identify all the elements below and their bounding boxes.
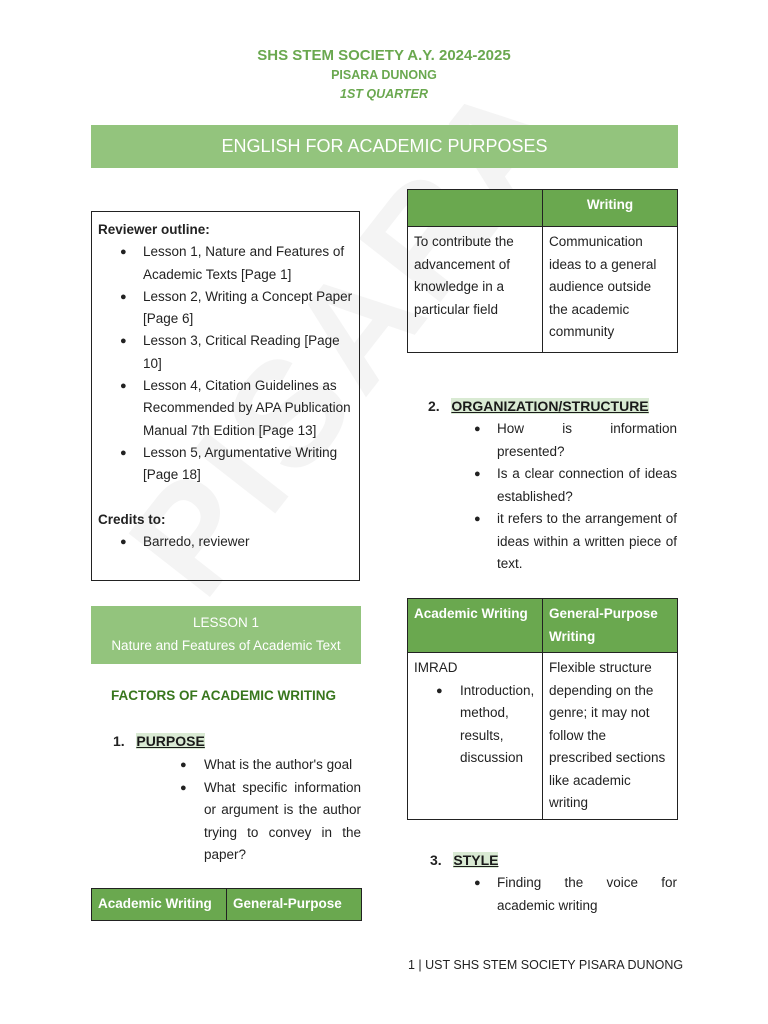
factors-heading: FACTORS OF ACADEMIC WRITING [111, 688, 336, 703]
bullet-item: ● How is information presented? [474, 418, 677, 463]
table-cell: Communication ideas to a general audience outside the academic community [543, 227, 678, 353]
section-number: 3. [430, 852, 442, 868]
credits-title: Credits to: [98, 511, 166, 527]
lesson-title: LESSON 1 [192, 615, 260, 630]
table-header-cell: Academic Writing [92, 889, 227, 921]
table-cell [408, 653, 543, 820]
bullet-item: ● Finding the voice for academic writing [474, 872, 677, 917]
bullet-item: ● What is the author's goal [158, 754, 361, 777]
table-cell: Flexible structure depending on the genre; it may not follow the prescribed sections like academic writing [543, 653, 678, 820]
table-header-cell: General-Purpose [227, 889, 362, 921]
imrad-label: IMRAD [414, 660, 458, 675]
section-title: PURPOSE [136, 733, 205, 749]
section-heading-organization [428, 398, 649, 414]
outline-item: ● Lesson 4, Citation Guidelines as Recommended by APA Publication Manual 7th Edition [Page 13] [98, 375, 353, 442]
reviewer-outline [91, 211, 360, 581]
lesson-subtitle: Nature and Features of Academic Text [111, 638, 341, 653]
outline-item: ● Lesson 1, Nature and Features of Academic Texts [Page 1] [98, 241, 353, 286]
quarter-label: 1ST QUARTER [340, 87, 428, 101]
section-heading-style [430, 852, 498, 868]
table-header-cell: General-Purpose Writing [543, 599, 678, 653]
society-title: SHS STEM SOCIETY A.Y. 2024-2025 [257, 47, 511, 64]
organization-bullets [474, 418, 677, 576]
section-number: 1. [113, 733, 125, 749]
subject-banner: ENGLISH FOR ACADEMIC PURPOSES [91, 125, 678, 168]
outline-item: ● Lesson 3, Critical Reading [Page 10] [98, 330, 353, 375]
outline-item: ● Lesson 2, Writing a Concept Paper [Page 6] [98, 286, 353, 331]
org-name: PISARA DUNONG [331, 68, 437, 82]
credits-item: ● Barredo, reviewer [98, 531, 353, 553]
section-title: STYLE [453, 852, 499, 868]
bullet-item: ● it refers to the arrangement of ideas within a written piece of text. [474, 508, 677, 576]
outline-list [98, 241, 353, 486]
outline-item: ● Lesson 5, Argumentative Writing [Page 18] [98, 442, 353, 487]
page-footer: 1 | UST SHS STEM SOCIETY PISARA DUNONG [408, 958, 684, 972]
section-number: 2. [428, 398, 440, 414]
table-cell: To contribute the advancement of knowledge in a particular field [408, 227, 543, 353]
lesson-banner [91, 606, 361, 664]
purpose-table [407, 189, 678, 353]
bullet-item: ● What specific information or argument is the author trying to convey in the paper? [158, 777, 361, 867]
table-header-cell: Academic Writing [408, 599, 543, 653]
purpose-bullets [158, 754, 361, 867]
imrad-list [414, 680, 536, 770]
bullet-item: ● Introduction, method, results, discussion [414, 680, 536, 770]
style-bullets [474, 872, 677, 917]
structure-table [407, 598, 678, 820]
table-header-cell [408, 190, 543, 227]
table-header-cell: Writing [543, 190, 678, 227]
bullet-item: ● Is a clear connection of ideas established? [474, 463, 677, 508]
outline-title: Reviewer outline: [98, 222, 210, 237]
section-title: ORGANIZATION/STRUCTURE [451, 398, 649, 414]
section-heading-purpose [113, 733, 205, 749]
credits-list [98, 531, 353, 553]
purpose-table-bottom [91, 888, 362, 921]
